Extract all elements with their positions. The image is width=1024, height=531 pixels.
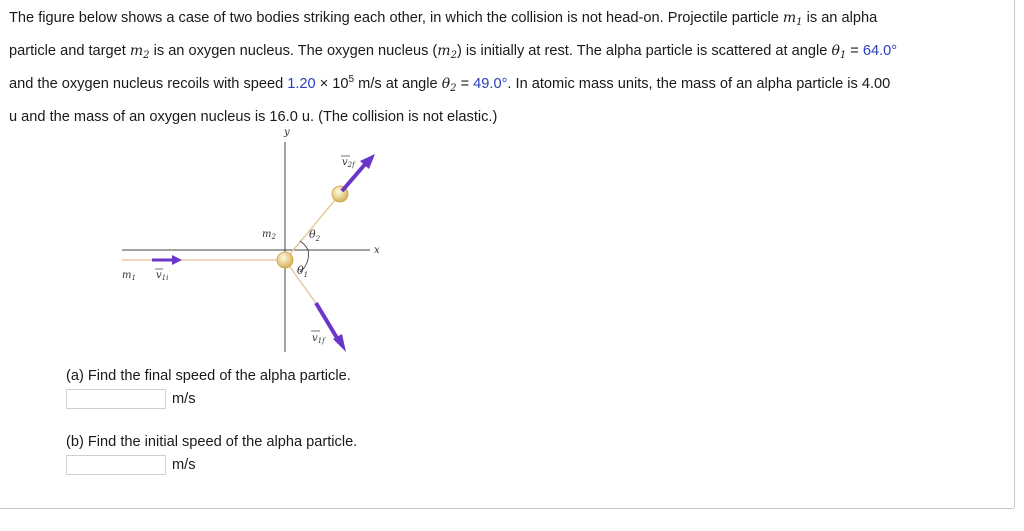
theta2-arc (300, 241, 308, 250)
problem-line-3 (9, 70, 999, 103)
answer-b-unit: m/s (172, 457, 196, 473)
text-segment: and the oxygen nucleus recoils with speed (9, 76, 288, 92)
problem-line-1 (9, 4, 999, 37)
answer-b-input[interactable] (66, 455, 166, 475)
v1f-arrow-shaft (316, 303, 337, 338)
y-axis-label: y (284, 127, 290, 138)
equals-sign: = (846, 43, 863, 59)
question-b-answer-row (66, 454, 196, 476)
question-a-answer-row (66, 388, 196, 410)
text-segment: The figure below shows a case of two bodies striking each other, in which the collision is not head-on. Projectile particle (9, 10, 783, 26)
question-b-text: (b) Find the initial speed of the alpha particle. (66, 434, 358, 450)
text-segment: m/s at angle (354, 76, 442, 92)
answer-a-unit: m/s (172, 391, 196, 407)
v1i-arrowhead (172, 255, 182, 265)
text-segment: . In atomic mass units, the mass of an alpha particle is 4.00 (507, 76, 891, 92)
v1f-label: $v_{1f}$ (312, 333, 325, 345)
theta1-value: 64.0° (862, 43, 898, 59)
text-segment: is an oxygen nucleus. The oxygen nucleus ( (149, 43, 438, 59)
problem-line-4: u and the mass of an oxygen nucleus is 16.0 u. (The collision is not elastic.) (9, 109, 498, 125)
answer-a-input[interactable] (66, 389, 166, 409)
m1-diagram-label: $m_1$ (122, 270, 136, 282)
m2-symbol-b: $m_2$ (437, 43, 457, 61)
v2f-label: $v_{2f}$ (342, 157, 355, 169)
collision-diagram (110, 120, 390, 360)
m2-diagram-label: $m_2$ (262, 229, 276, 241)
problem-statement (9, 4, 999, 132)
theta1-diagram-label: $\theta_1$ (297, 264, 309, 279)
theta1-symbol: $\theta_1$ (831, 43, 847, 61)
recoil-speed-value: 1.20 (287, 76, 316, 92)
speed-exponent: × $10^5$ (315, 74, 355, 92)
theta2-symbol: $\theta_2$ (441, 76, 457, 94)
text-segment: particle and target (9, 43, 130, 59)
x-axis-label: x (374, 245, 380, 256)
question-a-text: (a) Find the final speed of the alpha particle. (66, 368, 351, 384)
text-segment: is an alpha (802, 10, 878, 26)
oxygen-nucleus-ball (277, 252, 293, 268)
problem-line-2 (9, 37, 999, 70)
v1i-label: $v_{1i}$ (156, 270, 169, 282)
equals-sign: = (456, 76, 474, 92)
m2-symbol: $m_2$ (129, 43, 150, 61)
theta2-value: 49.0° (473, 76, 508, 92)
m1-symbol: $m_1$ (782, 10, 803, 28)
theta2-diagram-label: $\theta_2$ (309, 228, 321, 243)
text-segment: ) is initially at rest. The alpha particle is scattered at angle (456, 43, 832, 59)
